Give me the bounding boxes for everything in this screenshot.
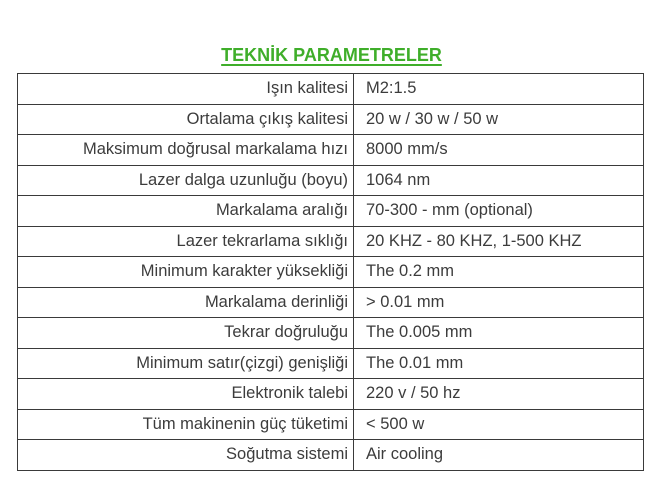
table-body — [18, 74, 644, 471]
parameter-value: Air cooling — [354, 440, 644, 471]
parameter-label: Minimum satır(çizgi) genişliği — [18, 348, 354, 379]
table-row — [18, 287, 644, 318]
parameter-value: 20 w / 30 w / 50 w — [354, 104, 644, 135]
parameter-value: M2:1.5 — [354, 74, 644, 105]
page-title-text: TEKNİK PARAMETRELER — [221, 45, 442, 65]
parameter-label: Markalama derinliği — [18, 287, 354, 318]
table-row — [18, 348, 644, 379]
parameter-value: 70-300 - mm (optional) — [354, 196, 644, 227]
parameter-value: 20 KHZ - 80 KHZ, 1-500 KHZ — [354, 226, 644, 257]
parameter-label: Ortalama çıkış kalitesi — [18, 104, 354, 135]
parameter-label: Minimum karakter yüksekliği — [18, 257, 354, 288]
parameter-value: 1064 nm — [354, 165, 644, 196]
parameter-value: The 0.01 mm — [354, 348, 644, 379]
parameter-value: 8000 mm/s — [354, 135, 644, 166]
parameter-label: Tüm makinenin güç tüketimi — [18, 409, 354, 440]
parameter-label: Soğutma sistemi — [18, 440, 354, 471]
parameter-label: Lazer dalga uzunluğu (boyu) — [18, 165, 354, 196]
parameter-label: Lazer tekrarlama sıklığı — [18, 226, 354, 257]
parameter-value: The 0.005 mm — [354, 318, 644, 349]
table-row — [18, 135, 644, 166]
table-row — [18, 440, 644, 471]
page-title — [0, 44, 663, 66]
parameter-label: Tekrar doğruluğu — [18, 318, 354, 349]
table-row — [18, 318, 644, 349]
parameter-label: Markalama aralığı — [18, 196, 354, 227]
parameter-value: 220 v / 50 hz — [354, 379, 644, 410]
parameter-value: > 0.01 mm — [354, 287, 644, 318]
table-row — [18, 226, 644, 257]
parameter-value: The 0.2 mm — [354, 257, 644, 288]
table-row — [18, 379, 644, 410]
parameter-label: Maksimum doğrusal markalama hızı — [18, 135, 354, 166]
parameter-label: Işın kalitesi — [18, 74, 354, 105]
table-row — [18, 74, 644, 105]
table-row — [18, 165, 644, 196]
parameter-label: Elektronik talebi — [18, 379, 354, 410]
technical-parameters-table — [17, 73, 644, 471]
table-row — [18, 409, 644, 440]
parameter-value: < 500 w — [354, 409, 644, 440]
table-row — [18, 104, 644, 135]
table-row — [18, 196, 644, 227]
table-row — [18, 257, 644, 288]
